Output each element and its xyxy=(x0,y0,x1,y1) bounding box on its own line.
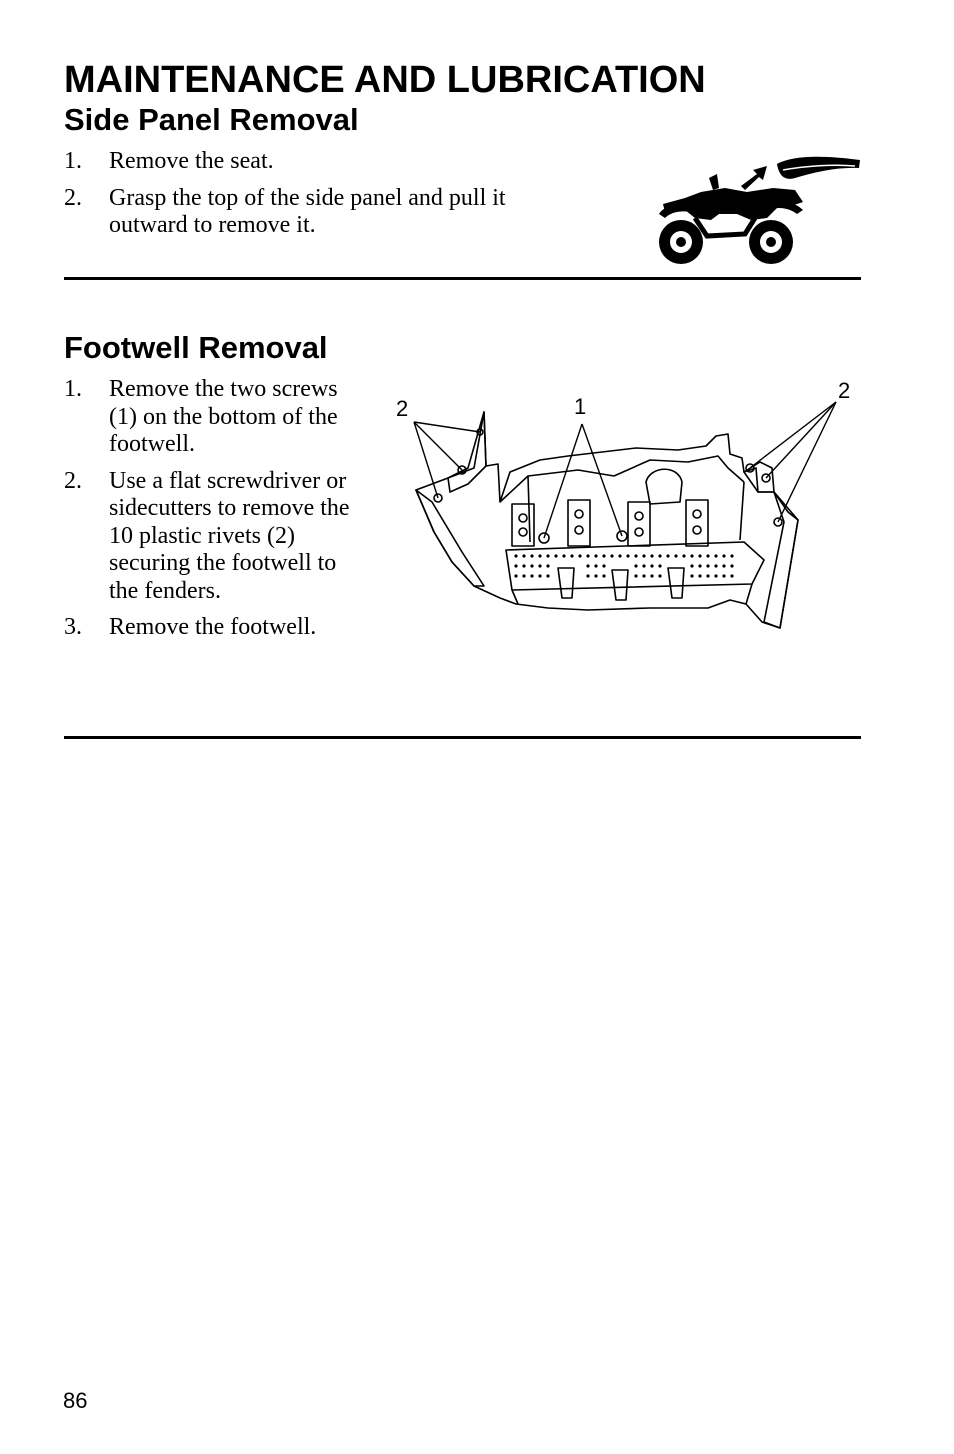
step-text: Use a flat screwdriver or sidecutters to remove the 10 plastic rivets (2) securing the footwell to the fenders. xyxy=(109,467,350,604)
footwell-diagram xyxy=(388,372,868,642)
step-number: 3. xyxy=(64,614,82,640)
callout-rivets-left: 2 xyxy=(396,396,409,421)
step-number: 1. xyxy=(64,376,82,402)
step-text: Remove the seat. xyxy=(109,148,274,174)
step-number: 2. xyxy=(64,184,82,211)
section-divider xyxy=(64,277,861,280)
side-panel-steps xyxy=(64,148,514,249)
callout-rivets-right: 2 xyxy=(838,378,851,403)
list-item xyxy=(64,185,514,240)
footwell-drawing xyxy=(388,372,868,642)
callout-screws: 1 xyxy=(574,394,587,419)
side-panel-heading: Side Panel Removal xyxy=(64,102,359,137)
list-item xyxy=(64,468,364,606)
list-item xyxy=(64,148,514,176)
atv-seat-removal-icon xyxy=(655,148,865,270)
section-divider xyxy=(64,736,861,739)
page-number: 86 xyxy=(63,1388,88,1413)
step-number: 2. xyxy=(64,467,82,494)
step-text: Remove the two screws (1) on the bottom of the footwell. xyxy=(109,376,338,457)
step-number: 1. xyxy=(64,148,82,174)
step-text: Remove the footwell. xyxy=(109,614,317,640)
step-text: Grasp the top of the side panel and pull it outward to remove it. xyxy=(109,184,506,238)
page-title: MAINTENANCE AND LUBRICATION xyxy=(64,59,706,101)
list-item xyxy=(64,376,364,459)
list-item xyxy=(64,614,364,642)
footwell-steps xyxy=(64,376,364,651)
footwell-heading: Footwell Removal xyxy=(64,330,328,365)
